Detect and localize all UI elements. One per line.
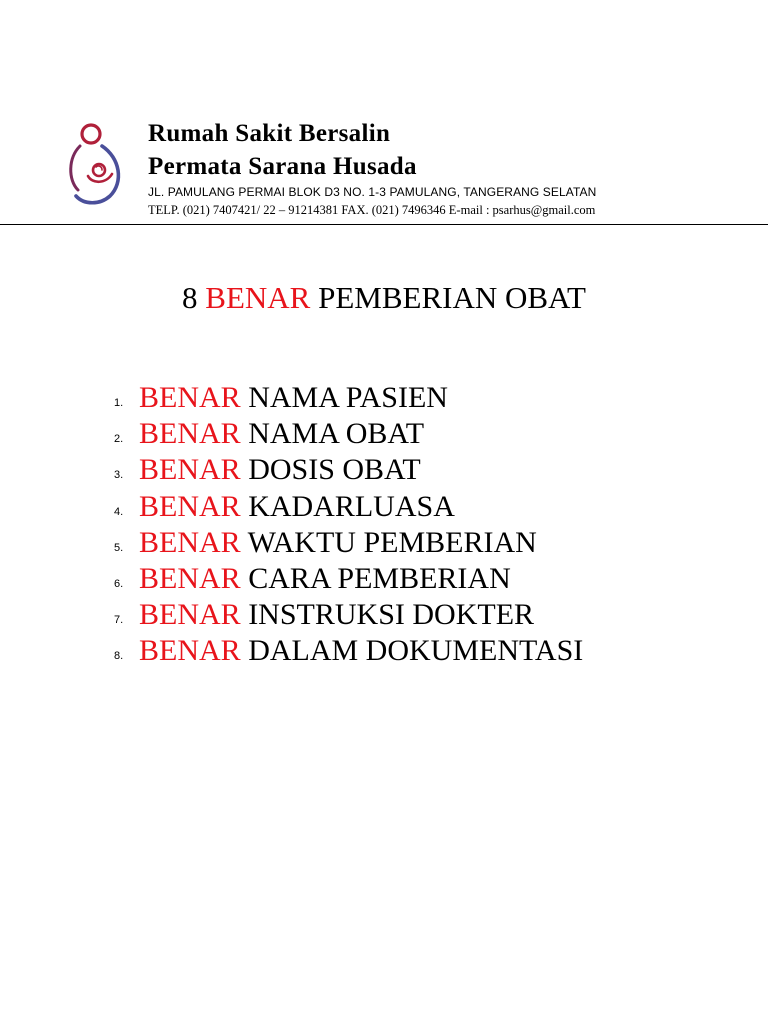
item-text: [139, 416, 424, 452]
item-highlight: BENAR: [139, 489, 241, 523]
item-label: NAMA OBAT: [248, 417, 425, 451]
item-highlight: BENAR: [139, 381, 241, 414]
item-text: [139, 452, 421, 488]
item-text: [139, 633, 583, 669]
item-highlight: BENAR: [139, 561, 241, 595]
item-text: [139, 525, 537, 561]
item-label: NAMA PASIEN: [248, 381, 448, 414]
item-highlight: BENAR: [139, 525, 241, 559]
list-item: [0, 597, 768, 633]
item-text: [139, 597, 534, 633]
list-item: [0, 561, 768, 597]
list-item: [0, 633, 768, 669]
document-title: [0, 280, 768, 316]
title-rest: PEMBERIAN OBAT: [318, 280, 586, 315]
item-label: DALAM DOKUMENTASI: [248, 634, 584, 668]
hospital-name-line2: Permata Sarana Husada: [148, 153, 417, 180]
item-number: 3.: [114, 469, 124, 482]
item-highlight: BENAR: [139, 453, 241, 487]
item-number: 1.: [114, 397, 124, 409]
item-number: 8.: [114, 650, 124, 663]
hospital-contact: TELP. (021) 7407421/ 22 – 91214381 FAX. (021) 7496346 E-mail : psarhus@gmail.com: [148, 203, 596, 217]
mother-and-child-logo-icon: [62, 118, 126, 206]
item-label: DOSIS OBAT: [248, 453, 421, 487]
item-text: [139, 380, 448, 416]
list-item: [0, 525, 768, 561]
list-item: [0, 452, 768, 488]
item-label: KADARLUASA: [248, 489, 455, 523]
letterhead: [0, 0, 768, 230]
item-number: 2.: [114, 433, 124, 446]
item-highlight: BENAR: [139, 634, 241, 668]
list-item: [0, 380, 768, 416]
list-item: [0, 416, 768, 452]
title-number: 8: [182, 280, 198, 315]
hospital-name-line1: Rumah Sakit Bersalin: [148, 120, 391, 147]
item-highlight: BENAR: [139, 598, 241, 632]
item-highlight: BENAR: [139, 417, 241, 451]
hospital-address: JL. PAMULANG PERMAI BLOK D3 NO. 1-3 PAMULANG, TANGERANG SELATAN: [148, 185, 597, 199]
title-highlight: BENAR: [205, 280, 311, 315]
header-divider: [0, 224, 768, 225]
item-number: 6.: [114, 577, 124, 590]
item-text: [139, 489, 455, 525]
item-text: [139, 561, 511, 597]
benar-checklist: [0, 380, 768, 670]
item-label: INSTRUKSI DOKTER: [248, 598, 535, 632]
item-number: 7.: [114, 614, 124, 627]
item-number: 4.: [114, 505, 124, 518]
item-label: WAKTU PEMBERIAN: [247, 525, 537, 559]
list-item: [0, 489, 768, 525]
item-label: CARA PEMBERIAN: [248, 561, 511, 595]
item-number: 5.: [114, 541, 124, 554]
